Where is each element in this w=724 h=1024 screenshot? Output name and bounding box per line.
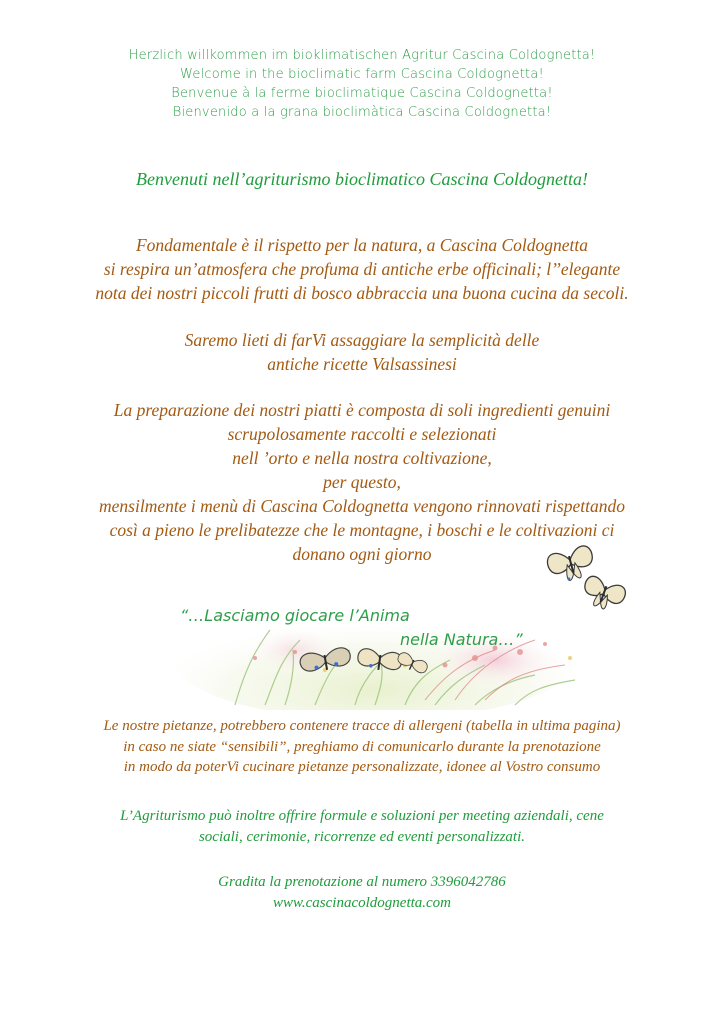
booking-info	[20, 872, 704, 913]
quote-line-1: “…Lasciamo giocare l’Anima	[180, 606, 410, 625]
paragraph-line: donano ogni giorno	[292, 544, 432, 564]
meadow-butterflies-illustration	[175, 540, 645, 710]
paragraph-line: La preparazione dei nostri piatti è composta di soli ingredienti genuini	[113, 400, 611, 420]
paragraph-line: si respira un’atmosfera che profuma di antiche erbe officinali; l’’elegante	[103, 259, 621, 279]
paragraph-line: nell ’orto e nella nostra coltivazione,	[232, 448, 492, 468]
welcome-spanish: Bienvenido a la grana bioclimàtica Cascina Coldognetta!	[172, 105, 552, 120]
welcome-french: Benvenue à la ferme bioclimatique Cascina Coldognetta!	[171, 86, 553, 101]
allergens-notice	[20, 716, 704, 778]
quote-line-2: nella Natura…”	[400, 630, 523, 649]
paragraph-line: mensilmente i menù di Cascina Coldognetta vengono rinnovati rispettando	[99, 496, 625, 516]
paragraph-line: così a pieno le prelibatezze che le montagne, i boschi e le coltivazioni ci	[109, 520, 615, 540]
italian-headline: Benvenuti nell’agriturismo bioclimatico Cascina Coldognetta!	[136, 169, 588, 189]
website-link[interactable]: www.cascinacoldognetta.com	[272, 894, 452, 911]
paragraph-line: Saremo lieti di farVi assaggiare la semplicità delle	[184, 330, 540, 350]
paragraph-line: scrupolosamente raccolti e selezionati	[227, 424, 497, 444]
paragraph-line: Fondamentale è il rispetto per la natura, a Cascina Coldognetta	[135, 235, 589, 255]
paragraph-line: antiche ricette Valsassinesi	[267, 354, 457, 374]
paragraph-line: per questo,	[323, 472, 401, 492]
paragraph-line: in modo da poterVi cucinare pietanze personalizzate, idonee al Vostro consumo	[123, 759, 601, 775]
paragraph-line: Le nostre pietanze, potrebbero contenere tracce di allergeni (tabella in ultima pagina)	[103, 718, 621, 734]
events-paragraph	[20, 806, 704, 847]
paragraph-line: L’Agriturismo può inoltre offrire formule e soluzioni per meeting aziendali, cene	[120, 808, 604, 824]
multilingual-welcome	[0, 46, 724, 122]
butterfly-icon	[579, 574, 627, 614]
nature-paragraph	[20, 233, 704, 305]
welcome-english: Welcome in the bioclimatic farm Cascina Coldognetta!	[180, 67, 544, 82]
booking-phone: Gradita la prenotazione al numero 3396042786	[218, 874, 506, 890]
welcome-german: Herzlich willkommen im bioklimatischen Agritur Cascina Coldognetta!	[128, 48, 596, 63]
recipes-paragraph	[20, 328, 704, 376]
paragraph-line: sociali, cerimonie, ricorrenze ed eventi personalizzati.	[198, 828, 526, 845]
paragraph-line: nota dei nostri piccoli frutti di bosco abbraccia una buona cucina da secoli.	[95, 283, 629, 303]
paragraph-line: in caso ne siate “sensibili”, preghiamo di comunicarlo durante la prenotazione	[123, 738, 601, 755]
